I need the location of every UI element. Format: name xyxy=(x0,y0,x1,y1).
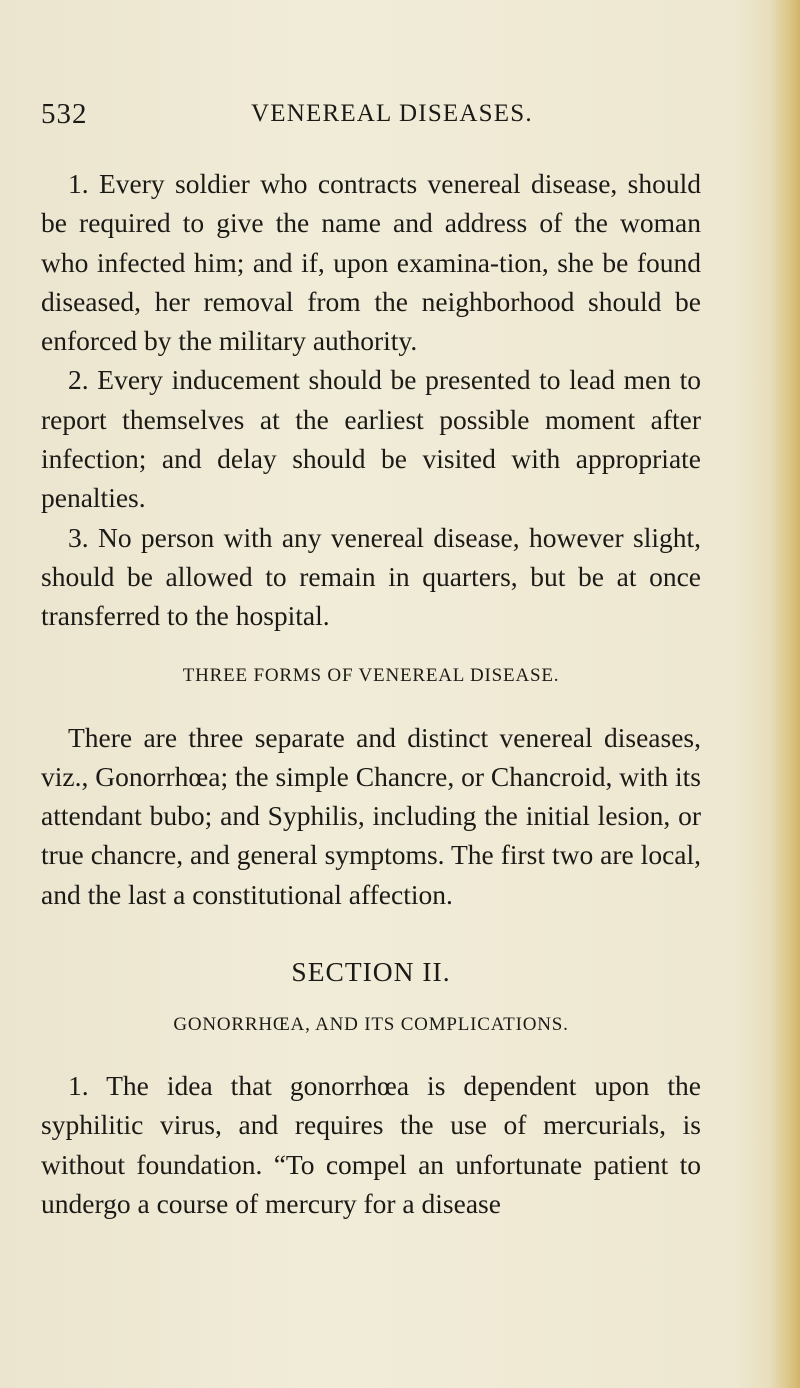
page-body xyxy=(41,164,701,1223)
running-head: VENEREAL DISEASES. xyxy=(251,100,533,127)
paragraph-rule-3: 3. No person with any venereal disease, however slight, should be allowed to remain in quarters, but be at once transferred to the hospital. xyxy=(41,521,701,632)
page-edge-shading xyxy=(770,0,800,1388)
paragraph-gonorrhoea: 1. The idea that gonorrhœa is dependent upon the syphilitic virus, and requires the use of mercurials, is without foundation. “To compel an unfortunate patient to undergo a course of mercury for a disease xyxy=(41,1070,701,1219)
paragraph-three-forms: There are three separate and distinct venereal diseases, viz., Gonorrhœa; the simple Chancre, or Chancroid, with its attendant bubo; and Syphilis, including the initial lesion, or true chancre, and general symptoms. The first two are local, and the last a constitutional affection. xyxy=(41,721,701,910)
section-subtitle: GONORRHŒA, AND ITS COMPLICATIONS. xyxy=(173,1014,569,1036)
heading-three-forms: THREE FORMS OF VENEREAL DISEASE. xyxy=(182,664,560,686)
page-header xyxy=(41,98,741,138)
paragraph-rule-1: 1. Every soldier who contracts venereal disease, should be required to give the name and address of the woman who infected him; and if, upon examina-tion, she be found diseased, her removal from the neighborhood should be enforced by the military authority. xyxy=(41,168,701,357)
page-number: 532 xyxy=(41,98,88,130)
section-title: SECTION II. xyxy=(291,956,451,988)
paragraph-rule-2: 2. Every inducement should be presented to lead men to report themselves at the earliest possible moment after infection; and delay should be visited with appropriate penalties. xyxy=(41,364,701,514)
